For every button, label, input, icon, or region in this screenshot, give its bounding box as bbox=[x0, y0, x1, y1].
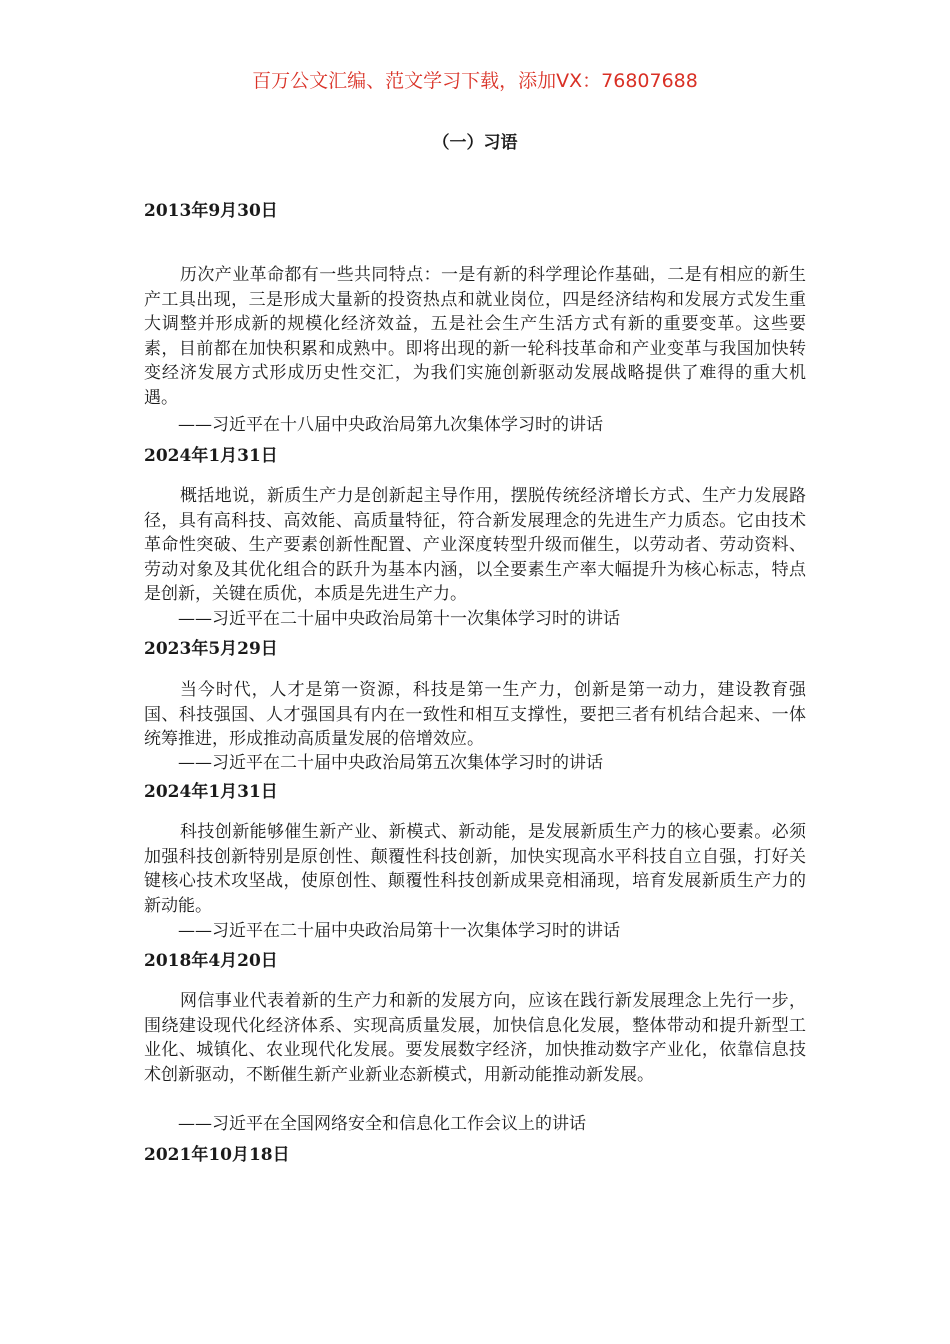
date-heading: 2024年1月31日 bbox=[144, 446, 278, 466]
date-heading: 2021年10月18日 bbox=[144, 1145, 290, 1165]
header-watermark-text: 百万公文汇编、范文学习下载，添加VX：76807688 bbox=[252, 70, 698, 92]
date-heading: 2024年1月31日 bbox=[144, 782, 278, 802]
quote-paragraph: 网信事业代表着新的生产力和新的发展方向，应该在践行新发展理念上先行一步，围绕建设现代化经济体系、实现高质量发展，加快信息化发展，整体带动和提升新型工业化、城镇化、农业现代化发展。要发展数字经济，加快推动数字产业化，依靠信息技术创新驱动，不断催生新产业新业态新模式，用新动能推动新发展。 bbox=[144, 991, 806, 1085]
date-heading: 2018年4月20日 bbox=[144, 951, 278, 971]
quote-paragraph: 历次产业革命都有一些共同特点：一是有新的科学理论作基础，二是有相应的新生产工具出现，三是形成大量新的投资热点和就业岗位，四是经济结构和发展方式发生重大调整并形成新的规模化经济效益，五是社会生产生活方式有新的重要变革。这些要素，目前都在加快积累和成熟中。即将出现的新一轮科技革命和产业变革与我国加快转变经济发展方式形成历史性交汇，为我们实施创新驱动发展战略提供了难得的重大机遇。 bbox=[144, 265, 806, 408]
quote-paragraph: 科技创新能够催生新产业、新模式、新动能，是发展新质生产力的核心要素。必须加强科技创新特别是原创性、颠覆性科技创新，加快实现高水平科技自立自强，打好关键核心技术攻坚战，使原创性、颠覆性科技创新成果竞相涌现，培育发展新质生产力的新动能。 bbox=[144, 822, 806, 916]
quote-paragraph: 概括地说，新质生产力是创新起主导作用，摆脱传统经济增长方式、生产力发展路径，具有高科技、高效能、高质量特征，符合新发展理念的先进生产力质态。它由技术革命性突破、生产要素创新性配置、产业深度转型升级而催生，以劳动者、劳动资料、劳动对象及其优化组合的跃升为基本内涵，以全要素生产率大幅提升为核心标志，特点是创新，关键在质优，本质是先进生产力。 bbox=[144, 486, 806, 605]
quote-source: ——习近平在十八届中央政治局第九次集体学习时的讲话 bbox=[178, 415, 603, 435]
quote-paragraph: 当今时代，人才是第一资源，科技是第一生产力，创新是第一动力，建设教育强国、科技强国、人才强国具有内在一致性和相互支撑性，要把三者有机结合起来、一体统筹推进，形成推动高质量发展的倍增效应。 bbox=[144, 680, 806, 750]
date-heading: 2023年5月29日 bbox=[144, 639, 278, 659]
section-title: （一）习语 bbox=[432, 133, 518, 153]
quote-source: ——习近平在全国网络安全和信息化工作会议上的讲话 bbox=[178, 1114, 586, 1134]
quote-source: ——习近平在二十届中央政治局第五次集体学习时的讲话 bbox=[178, 753, 603, 773]
quote-source: ——习近平在二十届中央政治局第十一次集体学习时的讲话 bbox=[178, 609, 620, 629]
date-heading: 2013年9月30日 bbox=[144, 201, 278, 221]
quote-source: ——习近平在二十届中央政治局第十一次集体学习时的讲话 bbox=[178, 921, 620, 941]
